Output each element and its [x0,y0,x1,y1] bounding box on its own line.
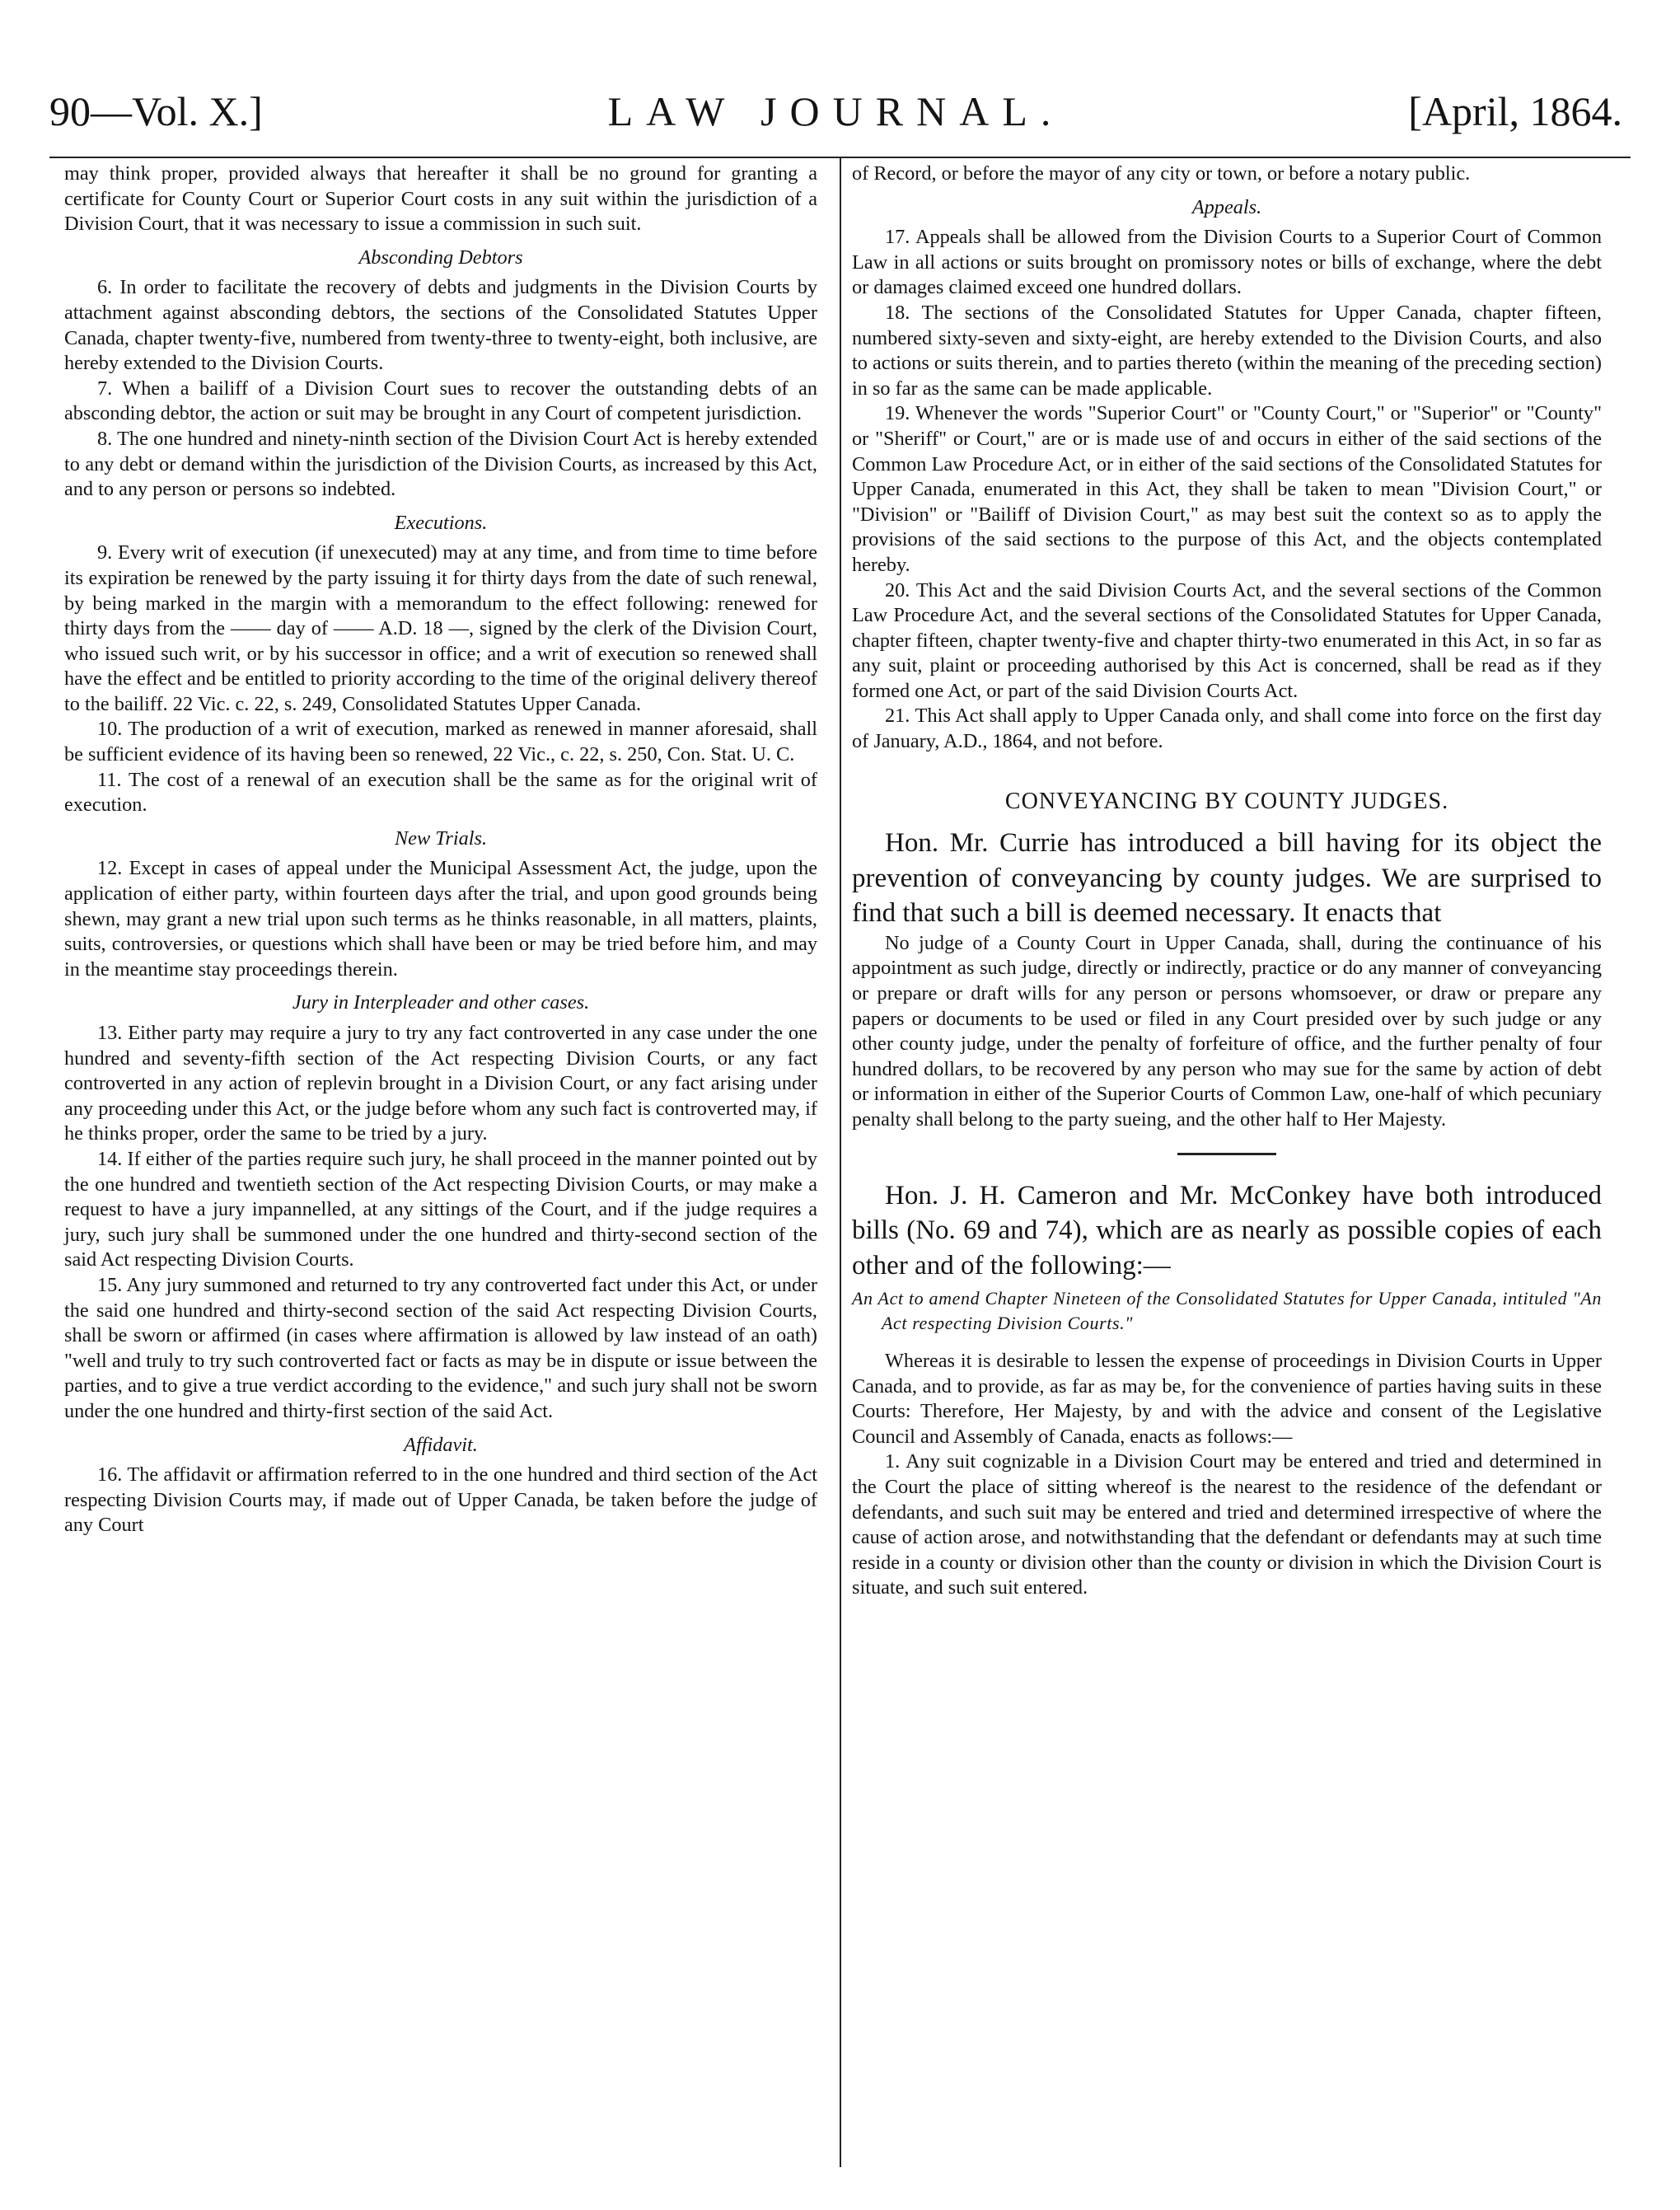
section-13: 13. Either party may require a jury to try any fact controverted in any case under the one hundred and seventy-fifth section of the Act respecting Division Courts, or any fact controverted in any action of replevin brought in a Division Court, or any fact arising under any proceeding under this Act, or the judge before whom any such fact is controverted may, if he thinks proper, order the same to be tried by a jury. [64,1022,817,1145]
article-intro: Hon. Mr. Currie has introduced a bill having for its object the prevention of conveyancing by county judges. We are surprised to find that such a bill is deemed necessary. It enacts that [852,828,1602,929]
section-12: 12. Except in cases of appeal under the Municipal Assessment Act, the judge, upon the application of either party, within fourteen days after the trial, and upon good grounds being shewn, may grant a new trial upon such terms as he thinks reasonable, in all matters, plaints, suits, controversies, or questions which shall have been or may be tried before him, and may in the meantime stay proceedings therein. [64,857,817,981]
section-20: 20. This Act and the said Division Courts Act, and the several sections of the Common Law Procedure Act, and the several sections of the Consolidated Statutes for Upper Canada, chapter fifteen, chapter twenty-five and chapter thirty-two enumerated in this Act, in so far as any suit, plaint or proceeding authorised by this Act is concerned, shall be read as if they formed one Act, or part of the said Division Courts Act. [852,578,1602,702]
journal-title: LAW JOURNAL. [607,88,1065,134]
section-21: 21. This Act shall apply to Upper Canada only, and shall come into force on the first day of January, A.D., 1864, and not before. [852,705,1602,753]
continued-paragraph: may think proper, provided always that hereafter it shall be no ground for granting a certificate for County Court or Superior Court costs in any suit within the jurisdiction of a Division Court, that it was necessary to issue a commission in such suit. [64,162,817,236]
act-section-1: 1. Any suit cognizable in a Division Court may be entered and tried and determined in the Court the place of sitting whereof is the nearest to the residence of the defendant or defendants, and such suit may be entered and tried and determined irrespective of where the cause of action arose, and notwithstanding that the defendant or defendants may at such time reside in a county or division other than the county or division in which the Division Court is situate, and such suit entered. [852,1450,1602,1599]
subhead-affidavit: Affidavit. [404,1433,478,1456]
section-11: 11. The cost of a renewal of an execution shall be the same as for the original writ of execution. [64,768,817,817]
article-title-conveyancing: CONVEYANCING BY COUNTY JUDGES. [1004,788,1449,814]
section-16: 16. The affidavit or affirmation referred to in the one hundred and third section of the Act respecting Division Courts may, if made out of Upper Canada, be taken before the judge of any Court [64,1463,817,1537]
section-6: 6. In order to facilitate the recovery of debts and judgments in the Division Courts by attachment against absconding debtors, the sections of the Consolidated Statutes Upper Canada, chapter twenty-five, numbered from twenty-three to twenty-eight, both inclusive, are hereby extended to the Division Courts. [64,276,817,375]
page-number-volume: 90—Vol. X.] [49,88,263,134]
section-8: 8. The one hundred and ninety-ninth section of the Division Court Act is hereby extended to any debt or demand within the jurisdiction of the Division Courts, as increased by this Act, and to any person or persons so indebted. [64,427,817,501]
quoted-bill-text: No judge of a County Court in Upper Canada, shall, during the continuance of his appointment as such judge, directly or indirectly, practice or do any manner of conveyancing or prepare or draft wills for any person or persons whomsoever, or draw or prepare any papers or documents to be used or filed in any Court presided over by such judge or any other county judge, under the penalty of forfeiture of office, and the further penalty of four hundred dollars, to be recovered by any person who may sue for the same by action of debt or information in either of the Superior Courts of Common Law, one-half of which pecuniary penalty shall belong to the party sueing, and the other half to Her Majesty. [852,931,1602,1131]
act-title [852,1286,1602,1336]
section-19: 19. Whenever the words "Superior Court" or "County Court," or "Superior" or "County" or "Sheriff" or Court," are or is made use of and occurs in either of the said sections of the Common Law Procedure Act, or in either of the said sections of the Consolidated Statutes for Upper Canada, enumerated in this Act, they shall be taken to mean "Division Court," or "Division" or "Bailiff of Division Court," as may best suit the context so as to apply the provisions of the said sections to the purpose of this Act, and the objects contemplated hereby. [852,402,1602,576]
subhead-executions: Executions. [394,511,488,534]
section-10: 10. The production of a writ of execution, marked as renewed in manner aforesaid, shall be sufficient evidence of its having been so renewed, 22 Vic., c. 22, s. 250, Con. Stat. U. C. [64,718,817,766]
section-15: 15. Any jury summoned and returned to try any controverted fact under this Act, or under the said one hundred and thirty-second section of the said Act respecting Division Courts, shall be sworn or affirmed (in cases where affirmation is allowed by law instead of an oath) "well and truly to try such controverted fact or facts as may be in dispute or issue between the parties, and to give a true verdict according to the evidence," and such jury shall not be sworn under the one hundred and thirty-first section of the said Act. [64,1273,817,1422]
act-title-text: An Act to amend Chapter Nineteen of the Consolidated Statutes for Upper Canada, intituled "An Act respecting Division Courts." [852,1288,1602,1333]
section-17: 17. Appeals shall be allowed from the Division Courts to a Superior Court of Common Law in all actions or suits brought on promissory notes or bills of exchange, where the debt or damages claimed exceed one hundred dollars. [852,226,1602,299]
section-14: 14. If either of the parties require such jury, he shall proceed in the manner pointed out by the one hundred and twentieth section of the Act respecting Division Courts, or may make a request to have a jury impannelled, at any sittings of the Court, and if the judge requires a jury, such jury shall be summoned under the one hundred and thirty-second section of the said Act respecting Division Courts. [64,1147,817,1271]
issue-date: [April, 1864. [1408,88,1622,134]
section-9: 9. Every writ of execution (if unexecuted) may at any time, and from time to time before its expiration be renewed by the party issuing it for thirty days from the date of such renewal, by being marked in the margin with a memorandum to the effect following: renewed for thirty days from the —— day of —— A.D. 18 —, signed by the clerk of the Division Court, who issued such writ, or by his successor in office; and a writ of execution so renewed shall have the effect and be entitled to priority according to the time of the original delivery thereof to the bailiff. 22 Vic. c. 22, s. 249, Consolidated Statutes Upper Canada. [64,541,817,715]
continued-paragraph-right: of Record, or before the mayor of any city or town, or before a notary public. [852,162,1471,185]
subhead-appeals: Appeals. [1191,195,1262,218]
subhead-absconding-debtors: Absconding Debtors [358,246,523,269]
subhead-jury-interpleader: Jury in Interpleader and other cases. [292,991,590,1014]
left-column [64,162,817,1538]
section-separator [1177,1153,1276,1155]
subhead-new-trials: New Trials. [394,826,488,850]
page-header [49,82,1622,140]
second-article-intro: Hon. J. H. Cameron and Mr. McConkey have both introduced bills (No. 69 and 74), which are as nearly as possible copies of each other and of the following:— [852,1180,1602,1281]
act-preamble: Whereas it is desirable to lessen the expense of proceedings in Division Courts in Upper Canada, and to provide, as far as may be, for the convenience of parties having suits in these Courts: Therefore, Her Majesty, by and with the advice and consent of the Legislative Council and Assembly of Canada, enacts as follows:— [852,1350,1602,1448]
section-7: 7. When a bailiff of a Division Court sues to recover the outstanding debts of an absconding debtor, the action or suit may be brought in any Court of competent jurisdiction. [64,377,817,425]
right-column [852,162,1602,1601]
section-18: 18. The sections of the Consolidated Statutes for Upper Canada, chapter fifteen, numbered sixty-seven and sixty-eight, are hereby extended to the Division Courts, and also to actions or suits therein, and to parties thereto (within the meaning of the preceding section) in so far as the same can be made applicable. [852,301,1602,400]
column-divider [840,157,841,2167]
